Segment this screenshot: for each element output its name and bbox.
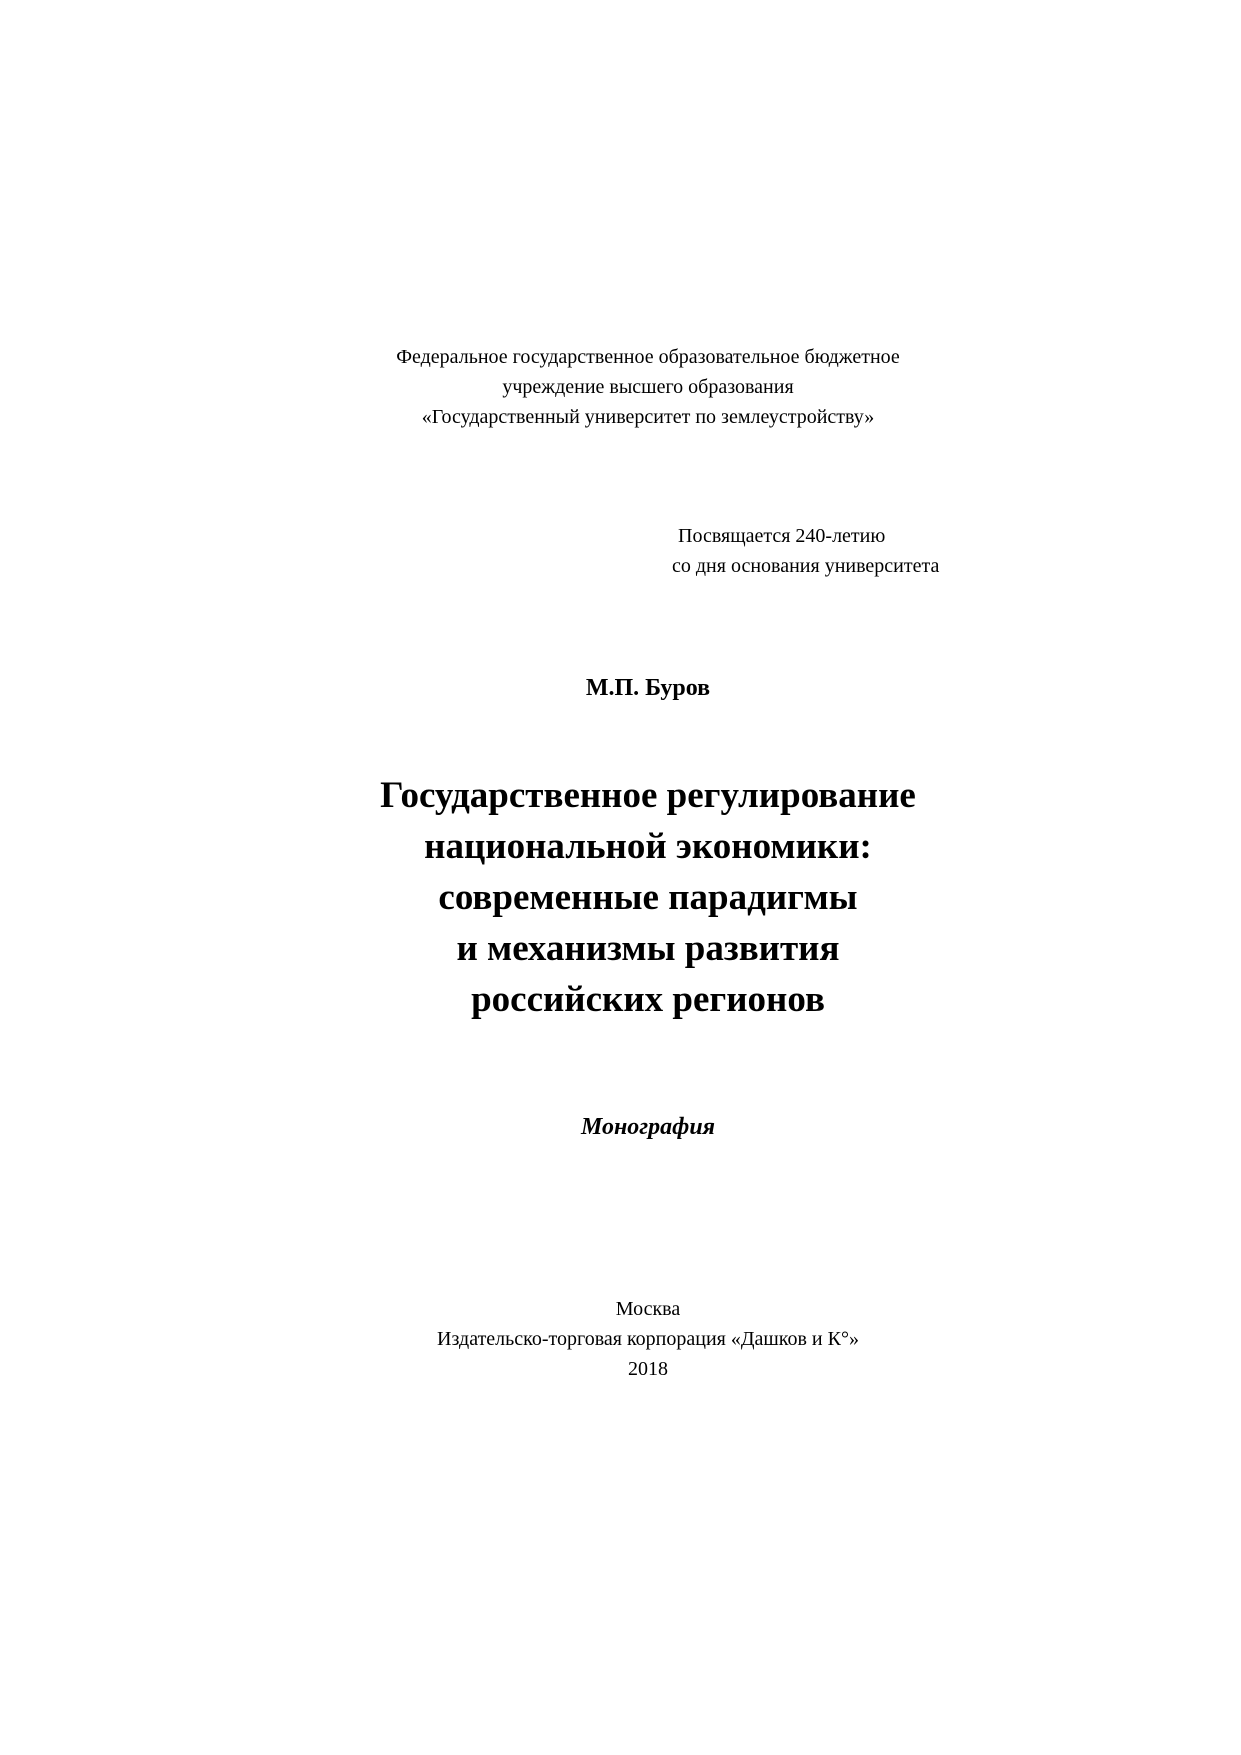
title-line: российских регионов <box>471 979 825 1020</box>
dedication-line: со дня основания университета <box>672 555 940 577</box>
title-line: современные парадигмы <box>438 877 858 918</box>
title-line: Государственное регулирование <box>380 775 916 816</box>
genre-label: Монография <box>580 1114 716 1140</box>
title-line: и механизмы развития <box>456 928 840 969</box>
book-title <box>0 770 1241 1025</box>
institution-line: учреждение высшего образования <box>502 376 794 398</box>
author-name: М.П. Буров <box>585 675 711 701</box>
dedication-block <box>672 521 939 581</box>
institution-line: «Государственный университет по землеустройству» <box>421 406 875 428</box>
imprint-publisher: Издательско-торговая корпорация «Дашков и К°» <box>437 1328 859 1350</box>
institution-block <box>0 342 1241 432</box>
title-line: национальной экономики: <box>424 826 872 867</box>
imprint-city: Москва <box>615 1298 681 1320</box>
institution-line: Федеральное государственное образовательное бюджетное <box>396 346 900 368</box>
dedication-line: Посвящается 240-летию <box>678 525 886 547</box>
imprint-block <box>0 1294 1241 1384</box>
imprint-year: 2018 <box>628 1358 668 1380</box>
